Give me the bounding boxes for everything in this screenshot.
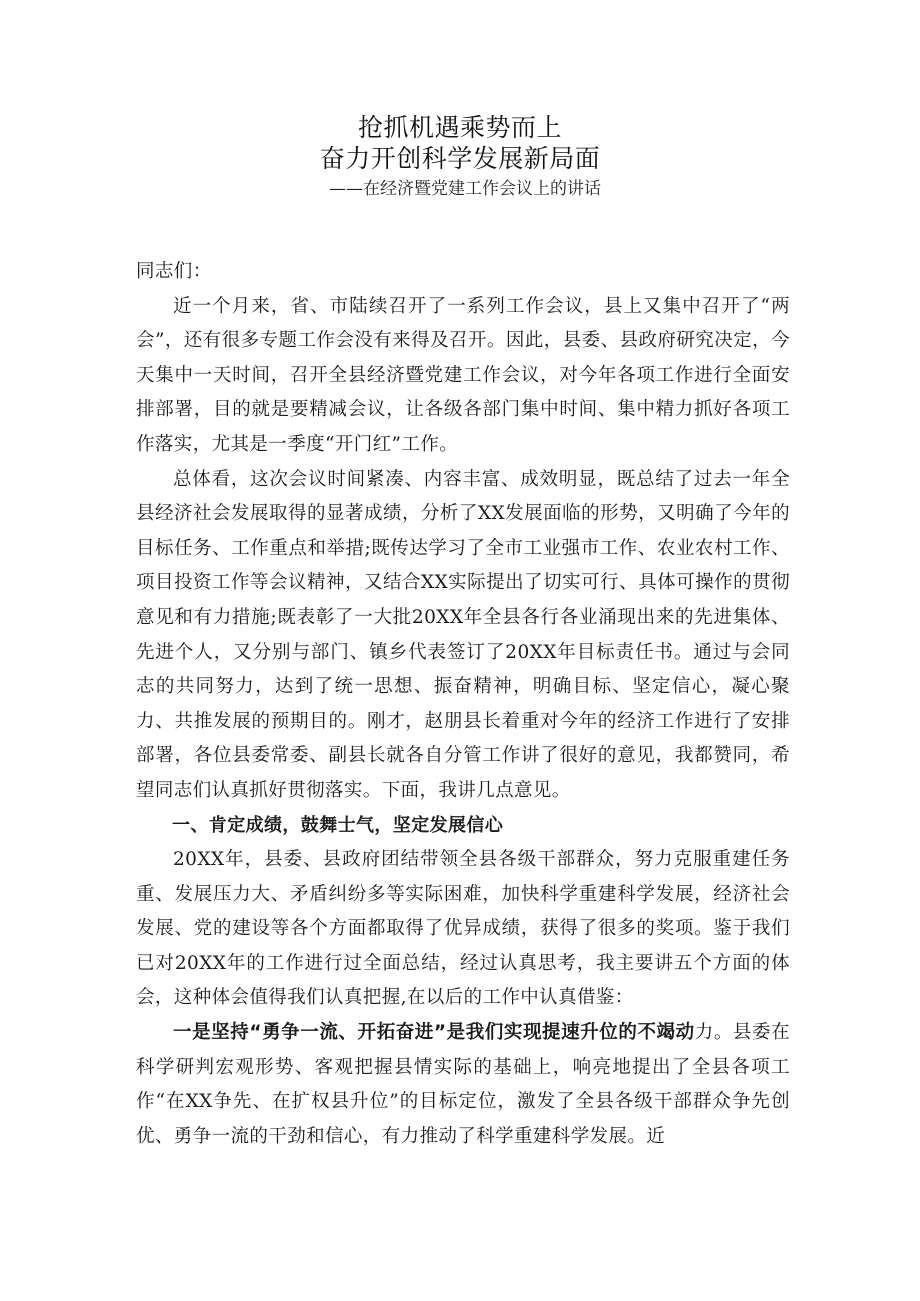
salutation: 同志们：: [136, 261, 212, 282]
title-block: [0, 112, 920, 202]
speech-body: [136, 255, 790, 1154]
paragraph-2: 总体看，这次会议时间紧凑、内容丰富、成效明显，既总结了过去一年全县经济社会发展取得的显著成绩，分析了XX发展面临的形势，又明确了今年的目标任务、工作重点和举措;既传达学习了全市工业强市工作、农业农村工作、项目投资工作等会议精神，又结合XX实际提出了切实可行、具体可操作的贯彻意见和有力措施;既表彰了一大批20XX年全县各行各业涌现出来的先进集体、先进个人，又分别与部门、镇乡代表签订了20XX年目标责任书。通过与会同志的共同努力，达到了统一思想、振奋精神，明确目标、坚定信心，凝心聚力、共推发展的预期目的。刚才，赵朋县长着重对今年的经济工作进行了安排部署，各位县委常委、副县长就各自分管工作讲了很好的意见，我都赞同，希望同志们认真抓好贯彻落实。下面，我讲几点意见。: [136, 468, 790, 801]
subtitle: ——在经济暨党建工作会议上的讲话: [329, 179, 601, 199]
main-title-line-1: 抢抓机遇乘势而上: [357, 113, 562, 142]
section-heading-1: 一、肯定成绩，鼓舞士气，坚定发展信心: [172, 814, 504, 836]
main-title-line-2: 奋力开创科学发展新局面: [319, 144, 601, 173]
paragraph-4-bold-lead: 一是坚持“勇争一流、开拓奋进”是我们实现提速升位的不竭动: [173, 1022, 695, 1044]
paragraph-1: 近一个月来，省、市陆续召开了一系列工作会议，县上又集中召开了“两会”，还有很多专题工作会没有来得及召开。因此，县委、县政府研究决定，今天集中一天时间，召开全县经济暨党建工作会议，对今年各项工作进行全面安排部署，目的就是要精减会议，让各级各部门集中时间、集中精力抓好各项工作落实，尤其是一季度“开门红”工作。: [136, 295, 790, 455]
paragraph-3: 20XX年，县委、县政府团结带领全县各级干部群众，努力克服重建任务重、发展压力大、矛盾纠纷多等实际困难，加快科学重建科学发展，经济社会发展、党的建设等各个方面都取得了优异成绩，获得了很多的奖项。鉴于我们已对20XX年的工作进行过全面总结，经过认真思考，我主要讲五个方面的体会，这种体会值得我们认真把握,在以后的工作中认真借鉴：: [136, 849, 790, 1009]
paragraph-4: [136, 1016, 790, 1154]
paragraph-4-text: 力。县委在科学研判宏观形势、客观把握县情实际的基础上，响亮地提出了全县各项工作“在XX争先、在扩权县升位”的目标定位，激发了全县各级干部群众争先创优、勇争一流的干劲和信心，有力推动了科学重建科学发展。近: [136, 1022, 790, 1147]
